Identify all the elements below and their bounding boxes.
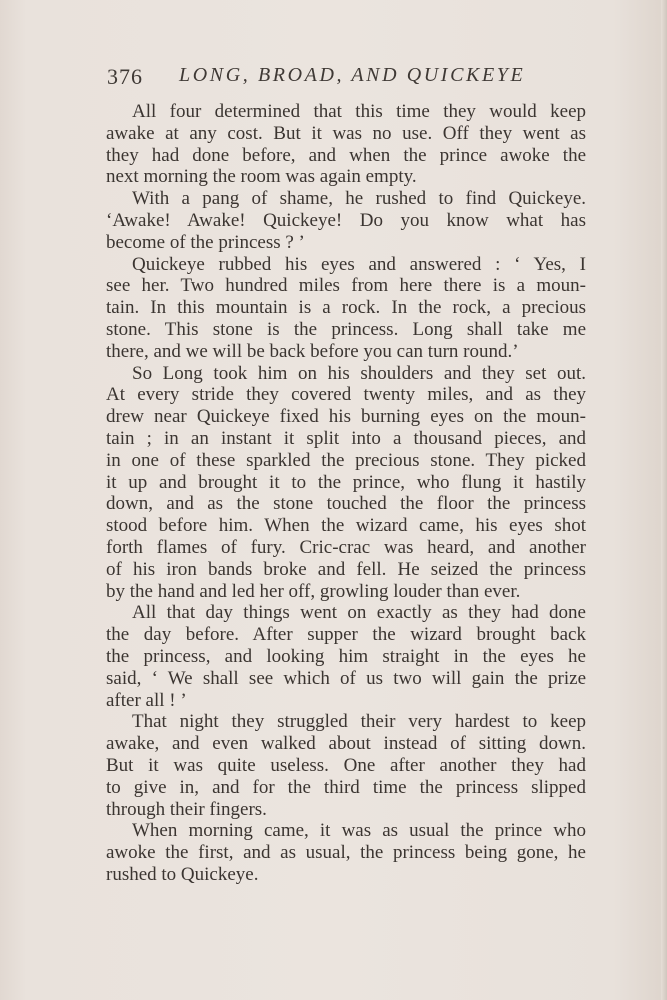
text-line: the princess, and looking him straight in the eyes he (106, 645, 586, 667)
text-line: of his iron bands broke and fell. He seized the princess (106, 558, 586, 580)
text-line: rushed to Quickeye. (106, 863, 259, 885)
paragraph (106, 101, 586, 188)
page-edge (661, 0, 667, 1000)
text-line: by the hand and led her off, growling louder than ever. (106, 580, 521, 602)
text-line: drew near Quickeye fixed his burning eyes on the moun- (106, 406, 586, 428)
text-line: they had done before, and when the prince awoke the (106, 144, 586, 166)
text-line: the day before. After supper the wizard brought back (106, 624, 586, 646)
text-line: So Long took him on his shoulders and they set out. (132, 362, 586, 384)
text-line: With a pang of shame, he rushed to find Quickeye. (132, 188, 586, 210)
text-line: tain ; in an instant it split into a thousand pieces, and (106, 427, 586, 449)
text-line: awoke the first, and as usual, the princess being gone, he (106, 842, 586, 864)
text-line: All that day things went on exactly as they had done (132, 602, 586, 624)
text-line: see her. Two hundred miles from here there is a moun- (106, 275, 586, 297)
text-line: All four determined that this time they would keep (132, 101, 586, 122)
paragraph (106, 188, 586, 253)
text-line: stone. This stone is the princess. Long shall take me (106, 318, 586, 340)
text-line: That night they struggled their very hardest to keep (132, 711, 586, 733)
text-line: next morning the room was again empty. (106, 166, 417, 188)
page-number: 376 (107, 64, 143, 89)
text-line: When morning came, it was as usual the prince who (132, 820, 586, 842)
text-line: tain. In this mountain is a rock. In the rock, a precious (106, 297, 586, 319)
body-text (106, 101, 586, 886)
text-line: down, and as the stone touched the floor the princess (106, 493, 586, 515)
text-line: in one of these sparkled the precious stone. They picked (106, 449, 586, 471)
text-line: Quickeye rubbed his eyes and answered : ‘ Yes, I (132, 253, 586, 275)
paragraph (106, 820, 586, 885)
text-line: after all ! ’ (106, 689, 187, 711)
text-line: become of the princess ? ’ (106, 231, 305, 253)
text-line: to give in, and for the third time the princess slipped (106, 776, 586, 798)
text-line: awake, and even walked about instead of sitting down. (106, 733, 586, 755)
paragraph (106, 711, 586, 820)
text-line: through their fingers. (106, 798, 267, 820)
text-line: there, and we will be back before you can turn round.’ (106, 340, 519, 362)
text-line: it up and brought it to the prince, who flung it hastily (106, 471, 586, 493)
text-line: ‘Awake! Awake! Quickeye! Do you know what has (106, 209, 586, 231)
running-title: LONG, BROAD, AND QUICKEYE (179, 64, 526, 86)
text-line: awake at any cost. But it was no use. Off they went as (106, 122, 586, 144)
text-line: At every stride they covered twenty miles, and as they (106, 384, 586, 406)
text-line: forth flames of fury. Cric-crac was heard, and another (106, 536, 586, 558)
paragraph (106, 363, 586, 603)
text-line: But it was quite useless. One after another they had (106, 754, 586, 776)
text-line: stood before him. When the wizard came, his eyes shot (106, 515, 586, 537)
paragraph (106, 602, 586, 711)
page-header (107, 64, 587, 94)
paragraph (106, 254, 586, 363)
text-line: said, ‘ We shall see which of us two will gain the prize (106, 667, 586, 689)
